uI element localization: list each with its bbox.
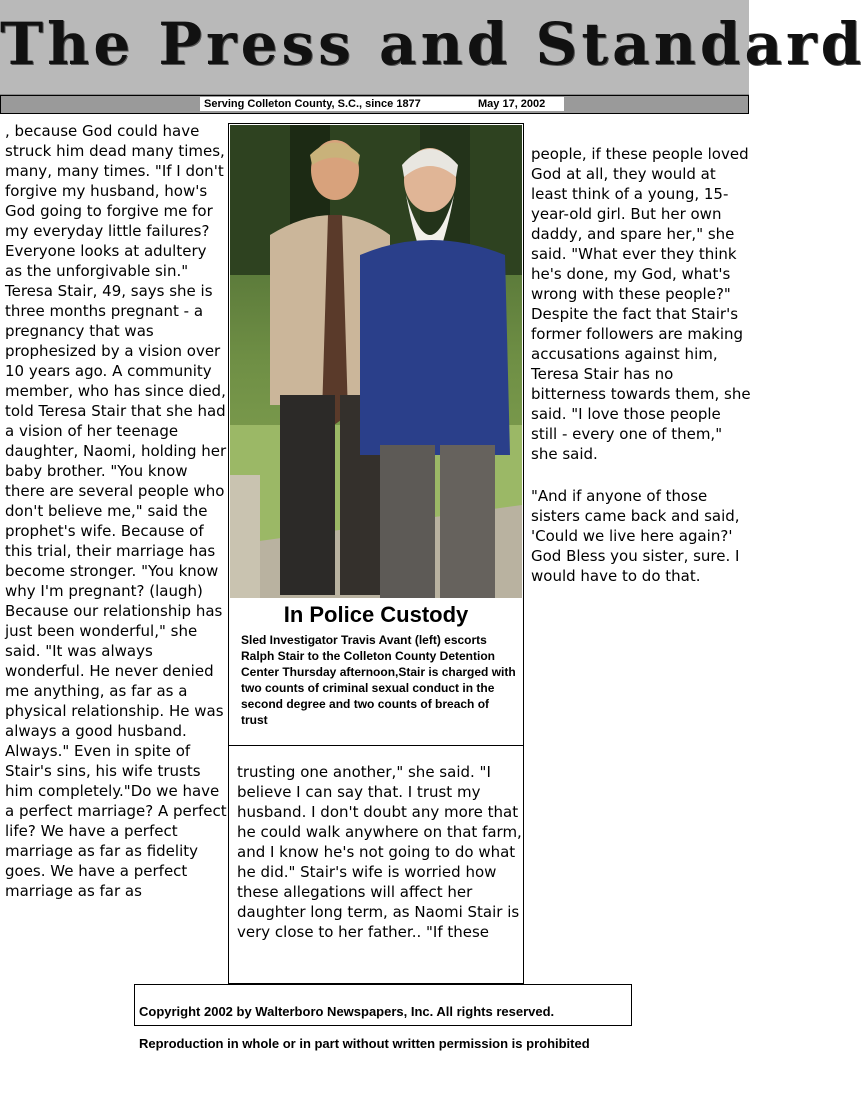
right-paragraph-1: people, if these people loved God at all, they would at least think of a young, 15-year-old girl. But her own daddy, and spare her," she said. "What ever they think he's done, my God, what's wrong with these people?" Despite the fact that Stair's former followers are making accusations against him, Teresa Stair has no bitterness towards them, she said. "I love those people still - every one of them," she said. — [531, 145, 751, 463]
copyright-line-2: Reproduction in whole or in part without written permission is prohibited — [139, 1036, 590, 1051]
right-paragraph-2: "And if anyone of those sisters came back and said, 'Could we live here again?' God Bless you sister, sure. I would have to do that. — [531, 487, 740, 585]
article-column-middle: trusting one another," she said. "I believe I can say that. I trust my husband. I don't doubt any more that he could walk anywhere on that farm, and I know he's not going to do what he did." Stair's wife is worried how these allegations will affect her daughter long term, as Naomi Stair is very close to her father.. "If these — [237, 763, 522, 941]
caption-title: In Police Custody — [283, 602, 469, 627]
issue-date: May 17, 2002 — [478, 98, 546, 110]
article-column-right — [531, 124, 751, 606]
caption-text: Sled Investigator Travis Avant (left) escorts Ralph Stair to the Colleton County Detention Center Thursday afternoon,Stair is charged with two counts of criminal sexual conduct in the second degree and two counts of breach of trust — [241, 633, 516, 727]
copyright-notice — [134, 984, 632, 1051]
newspaper-title: The Press and Standard — [0, 10, 865, 78]
article-column-left: , because God could have struck him dead many times, many, many times. "If I don't forgive my husband, how's God going to forgive me for my everyday little failures? Everyone looks at adultery as the unforgivable sin." Teresa Stair, 49, says she is three months pregnant - a pregnancy that was prophesized by a vision over 10 years ago. A community member, who has since died, told Teresa Stair that she had a vision of her teenage daughter, Naomi, holding her baby brother. "You know there are several people who don't believe me," said the prophet's wife. Because of this trial, their marriage has become stronger. "You know why I'm pregnant? (laugh) Because our relationship has just been wonderful," she said. "It was always wonderful. He never denied me anything, as far as a physical relationship. He was always a good husband. Always." Even in spite of Stair's sins, his wife trusts him completely."Do we have a perfect marriage? A perfect life? We have a perfect marriage as far as fidelity goes. We have a perfect marriage as far as — [5, 122, 227, 900]
news-photo — [230, 125, 522, 598]
tagline: Serving Colleton County, S.C., since 1877 — [204, 98, 421, 110]
masthead — [0, 0, 865, 95]
copyright-line-1: Copyright 2002 by Walterboro Newspapers, Inc. All rights reserved. — [139, 1004, 555, 1019]
dateline — [200, 97, 564, 111]
